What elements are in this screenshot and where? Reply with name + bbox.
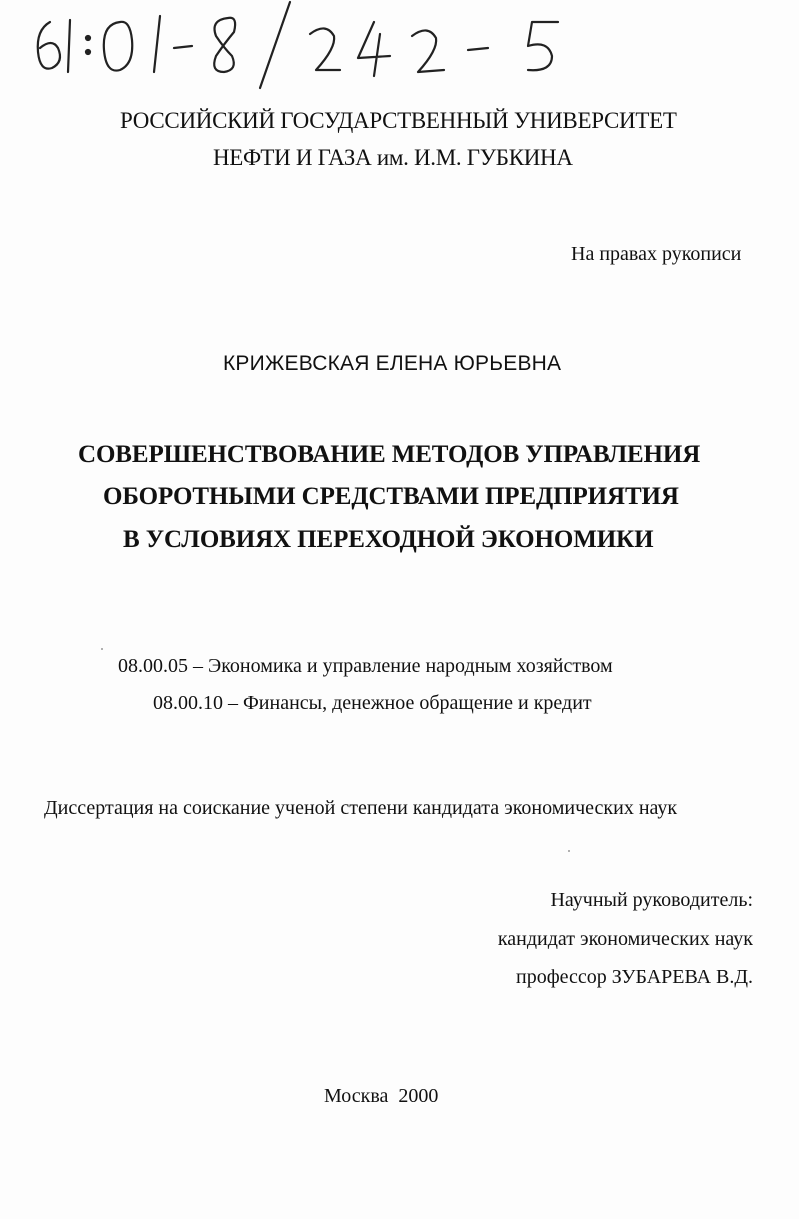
specialty-code-2: 08.00.10 – Финансы, денежное обращение и кредит xyxy=(153,692,592,714)
advisor-label: Научный руководитель: xyxy=(550,889,753,911)
advisor-degree: кандидат экономических наук xyxy=(497,928,753,950)
scan-speck xyxy=(101,648,103,650)
thesis-title-line-3: В УСЛОВИЯХ ПЕРЕХОДНОЙ ЭКОНОМИКИ xyxy=(123,526,654,553)
manuscript-rights-note: На правах рукописи xyxy=(571,243,742,265)
author-name: КРИЖЕВСКАЯ ЕЛЕНА ЮРЬЕВНА xyxy=(223,352,562,375)
university-name-line-1: РОССИЙСКИЙ ГОСУДАРСТВЕННЫЙ УНИВЕРСИТЕТ xyxy=(120,108,677,133)
handwritten-archive-number xyxy=(28,0,588,90)
degree-statement: Диссертация на соискание ученой степени кандидата экономических наук xyxy=(44,797,678,819)
thesis-title-line-2: ОБОРОТНЫМИ СРЕДСТВАМИ ПРЕДПРИЯТИЯ xyxy=(103,483,679,510)
city-and-year: Москва 2000 xyxy=(324,1085,439,1107)
scan-speck xyxy=(568,850,570,852)
handwritten-signature-drawing xyxy=(28,0,588,90)
thesis-title-line-1: СОВЕРШЕНСТВОВАНИЕ МЕТОДОВ УПРАВЛЕНИЯ xyxy=(78,441,701,468)
advisor-name: профессор ЗУБАРЕВА В.Д. xyxy=(516,966,753,988)
specialty-code-1: 08.00.05 – Экономика и управление народным хозяйством xyxy=(118,655,613,677)
university-name-line-2: НЕФТИ И ГАЗА им. И.М. ГУБКИНА xyxy=(213,145,573,170)
